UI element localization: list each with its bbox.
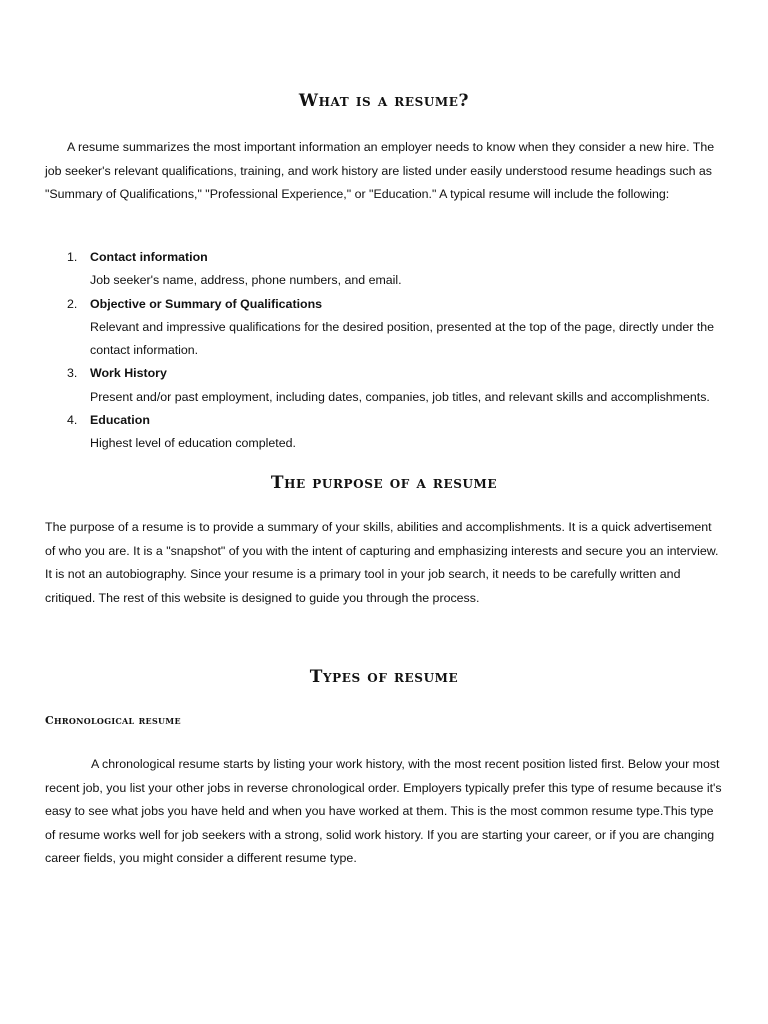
list-item-title: Contact information — [90, 250, 208, 264]
heading-purpose-of-a-resume: The purpose of a resume — [270, 473, 498, 493]
list-item-description: Highest level of education completed. — [90, 436, 296, 451]
list-item-title: Work History — [90, 366, 167, 381]
purpose-paragraph: The purpose of a resume is to provide a summary of your skills, abilities and accomplishments. It is a quick advertisement of who you are. It is a "snapshot" of you with the intent of capturing and emphasizing interests and secure you an interview. It is not an autobiography. Since your resume is a primary tool in your job search, it needs to be carefully written and critiqued. The rest of this website is designed to guide you through the process. — [45, 520, 719, 605]
heading-what-is-a-resume: What is a resume? — [298, 91, 470, 111]
resume-contents-list — [0, 246, 768, 456]
intro-paragraph: A resume summarizes the most important information an employer needs to know when they consider a new hire. The job seeker's relevant qualifications, training, and work history are listed under easily understood resume headings such as "Summary of Qualifications," "Professional Experience," or "Education." A typical resume will include the following: — [45, 140, 715, 201]
subheading-chronological-resume: Chronological resume — [45, 714, 181, 727]
heading-types-of-resume: Types of resume — [309, 667, 459, 687]
list-item-number: 2. — [67, 296, 78, 311]
list-item — [0, 293, 730, 363]
chronological-paragraph: A chronological resume starts by listing your work history, with the most recent position listed first. Below your most recent job, you list your other jobs in reverse chronological order. Employers typically prefer this type of resume because it's easy to see what jobs you have held and when you have worked at them. This is the most common resume type.This type of resume works well for job seekers with a strong, solid work history. If you are starting your career, or if you are changing career fields, you might consider a different resume type. — [45, 757, 722, 865]
list-item-description: Present and/or past employment, including dates, companies, job titles, and relevant skills and accomplishments. — [90, 389, 710, 404]
list-item — [0, 409, 730, 456]
list-item-title: Objective or Summary of Qualifications — [90, 296, 323, 311]
list-item — [0, 362, 730, 409]
list-item-description: Relevant and impressive qualifications for the desired position, presented at the top of the page, directly under the contact information. — [90, 319, 715, 358]
list-item-description: Job seeker's name, address, phone numbers, and email. — [90, 273, 402, 288]
list-item-number: 3. — [67, 366, 78, 381]
list-item-title: Education — [90, 413, 150, 428]
list-item-number: 1. — [67, 250, 78, 264]
list-item — [0, 246, 730, 293]
list-item-number: 4. — [67, 413, 78, 428]
